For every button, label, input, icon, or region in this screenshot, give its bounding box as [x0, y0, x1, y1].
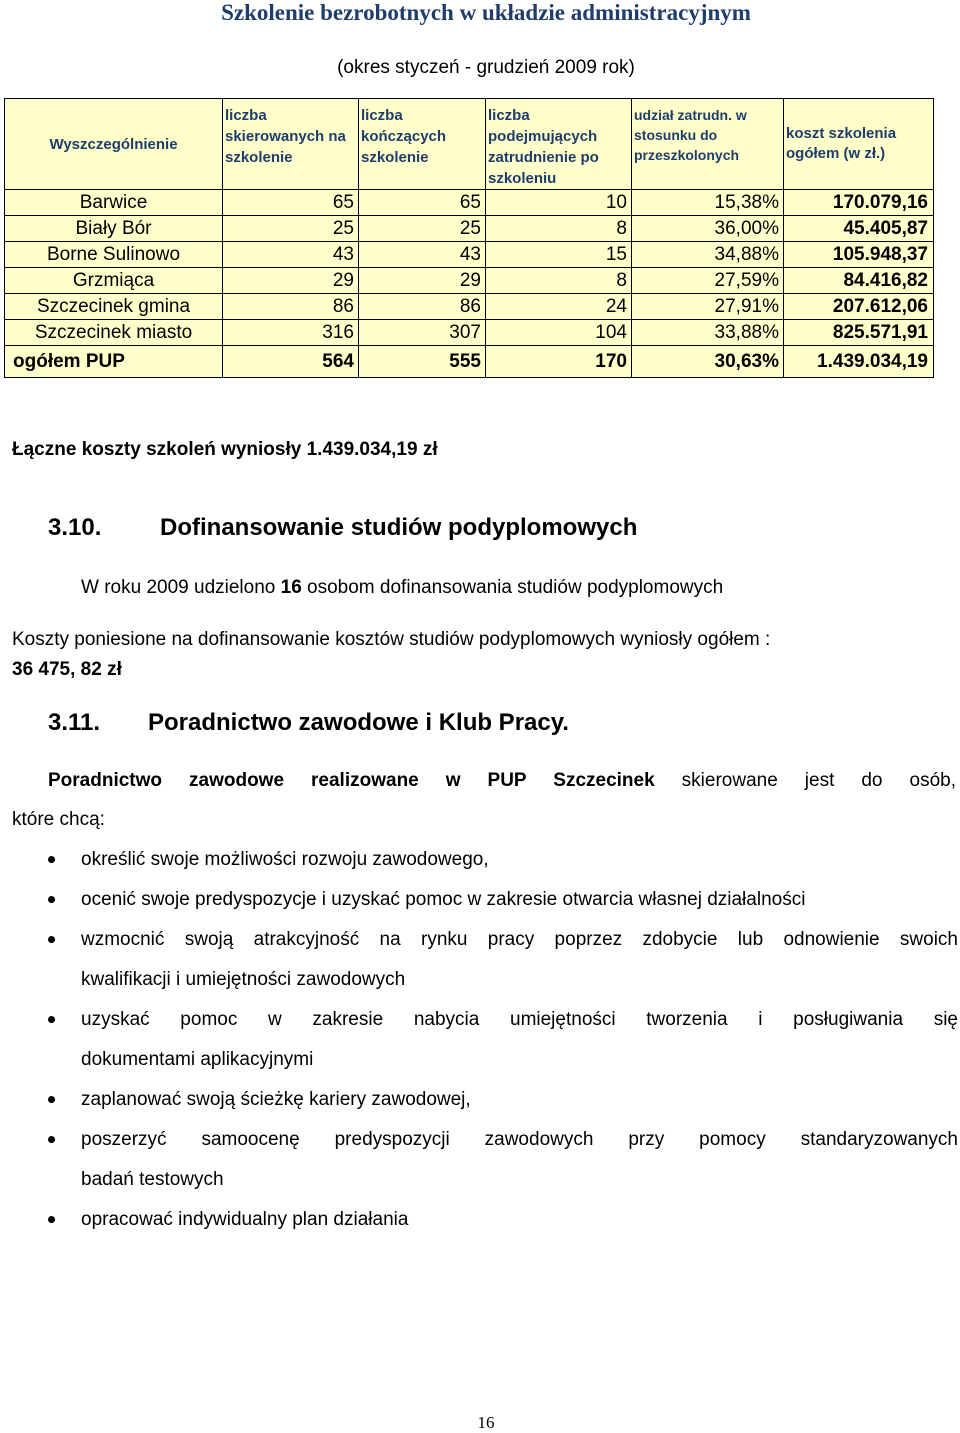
counseling-goals-list	[0, 840, 960, 1240]
cell-podejmujacych: 8	[486, 268, 632, 294]
cell-skierowanych: 65	[223, 190, 359, 216]
section-heading-310: Dofinansowanie studiów podyplomowych	[160, 514, 638, 541]
cell-udzial: 27,59%	[632, 268, 784, 294]
total-koszt: 1.439.034,19	[784, 346, 934, 378]
cell-koszt: 207.612,06	[784, 294, 934, 320]
postgrad-costs-amount: 36 475, 82 zł	[12, 659, 122, 680]
header-cell: koszt szkolenia ogółem (w zł.)	[784, 99, 934, 190]
cell-koszt: 84.416,82	[784, 268, 934, 294]
header-cell: liczba kończących szkolenie	[359, 99, 486, 190]
cell-koszt: 825.571,91	[784, 320, 934, 346]
cell-podejmujacych: 15	[486, 242, 632, 268]
list-item: poszerzyć samoocenę predyspozycji zawodowych przy pomocy standaryzowanych badań testowych	[0, 1120, 960, 1200]
list-item: określić swoje możliwości rozwoju zawodowego,	[0, 840, 960, 880]
cell-podejmujacych: 24	[486, 294, 632, 320]
section-number-310: 3.10.	[48, 514, 102, 541]
page-number: 16	[477, 1413, 495, 1432]
list-item: uzyskać pomoc w zakresie nabycia umiejętności tworzenia i posługiwania się dokumentami aplikacyjnymi	[0, 1000, 960, 1080]
bullet-icon	[48, 1016, 55, 1023]
header-cell: liczba podejmujących zatrudnienie po szkoleniu	[486, 99, 632, 190]
section-heading-311: Poradnictwo zawodowe i Klub Pracy.	[148, 709, 569, 736]
bullet-icon	[48, 896, 55, 903]
cell-koszt: 105.948,37	[784, 242, 934, 268]
header-cell: Wyszczególnienie	[5, 99, 223, 190]
cell-udzial: 34,88%	[632, 242, 784, 268]
bullet-icon	[48, 1096, 55, 1103]
postgrad-paragraph	[81, 577, 723, 599]
cell-koszt: 45.405,87	[784, 216, 934, 242]
table-header-row	[5, 99, 934, 190]
table-row	[5, 242, 934, 268]
postgrad-costs-line: Koszty poniesione na dofinansowanie kosztów studiów podyplomowych wyniosły ogółem :	[12, 629, 771, 650]
row-name: Biały Bór	[5, 216, 223, 242]
list-item: wzmocnić swoją atrakcyjność na rynku pracy poprzez zdobycie lub odnowienie swoich kwalifikacji i umiejętności zawodowych	[0, 920, 960, 1000]
bullet-icon	[48, 1216, 55, 1223]
counseling-intro-bold: Poradnictwo zawodowe realizowane w PUP Szczecinek	[48, 770, 655, 791]
cell-konczacych: 307	[359, 320, 486, 346]
row-name: Barwice	[5, 190, 223, 216]
cell-podejmujacych: 8	[486, 216, 632, 242]
cell-konczacych: 29	[359, 268, 486, 294]
postgrad-text-b: osobom dofinansowania studiów podyplomowych	[301, 577, 724, 598]
cell-skierowanych: 316	[223, 320, 359, 346]
bullet-icon	[48, 856, 55, 863]
cell-konczacych: 43	[359, 242, 486, 268]
total-podejmujacych: 170	[486, 346, 632, 378]
cell-udzial: 15,38%	[632, 190, 784, 216]
cell-skierowanych: 43	[223, 242, 359, 268]
row-name: Grzmiąca	[5, 268, 223, 294]
cell-konczacych: 86	[359, 294, 486, 320]
table-row	[5, 190, 934, 216]
cell-udzial: 33,88%	[632, 320, 784, 346]
bullet-icon	[48, 936, 55, 943]
table-row	[5, 320, 934, 346]
table-row	[5, 216, 934, 242]
table-total-row	[5, 346, 934, 378]
bullet-icon	[48, 1136, 55, 1143]
table-row	[5, 294, 934, 320]
list-item: opracować indywidualny plan działania	[0, 1200, 960, 1240]
total-skierowanych: 564	[223, 346, 359, 378]
document-title: Szkolenie bezrobotnych w układzie administracyjnym	[221, 0, 751, 25]
cell-podejmujacych: 104	[486, 320, 632, 346]
total-costs-summary: Łączne koszty szkoleń wyniosły 1.439.034,19 zł	[12, 439, 438, 460]
total-udzial: 30,63%	[632, 346, 784, 378]
cell-udzial: 36,00%	[632, 216, 784, 242]
document-subtitle: (okres styczeń - grudzień 2009 rok)	[337, 57, 635, 78]
cell-skierowanych: 86	[223, 294, 359, 320]
postgrad-count: 16	[280, 577, 302, 598]
total-konczacych: 555	[359, 346, 486, 378]
postgrad-text-a: W roku 2009 udzielono	[81, 577, 281, 598]
counseling-intro-line2: które chcą:	[12, 809, 105, 830]
header-cell: liczba skierowanych na szkolenie	[223, 99, 359, 190]
cell-podejmujacych: 10	[486, 190, 632, 216]
cell-konczacych: 25	[359, 216, 486, 242]
training-table	[4, 98, 934, 378]
counseling-intro	[48, 770, 956, 792]
row-name: Szczecinek gmina	[5, 294, 223, 320]
cell-udzial: 27,91%	[632, 294, 784, 320]
list-item: ocenić swoje predyspozycje i uzyskać pomoc w zakresie otwarcia własnej działalności	[0, 880, 960, 920]
counseling-intro-rest: skierowane jest do osób,	[654, 770, 956, 791]
table-row	[5, 268, 934, 294]
cell-koszt: 170.079,16	[784, 190, 934, 216]
row-name: Borne Sulinowo	[5, 242, 223, 268]
header-cell: udział zatrudn. w stosunku do przeszkolonych	[632, 99, 784, 190]
cell-skierowanych: 29	[223, 268, 359, 294]
cell-skierowanych: 25	[223, 216, 359, 242]
total-name: ogółem PUP	[5, 346, 223, 378]
list-item: zaplanować swoją ścieżkę kariery zawodowej,	[0, 1080, 960, 1120]
cell-konczacych: 65	[359, 190, 486, 216]
section-number-311: 3.11.	[48, 709, 101, 736]
row-name: Szczecinek miasto	[5, 320, 223, 346]
